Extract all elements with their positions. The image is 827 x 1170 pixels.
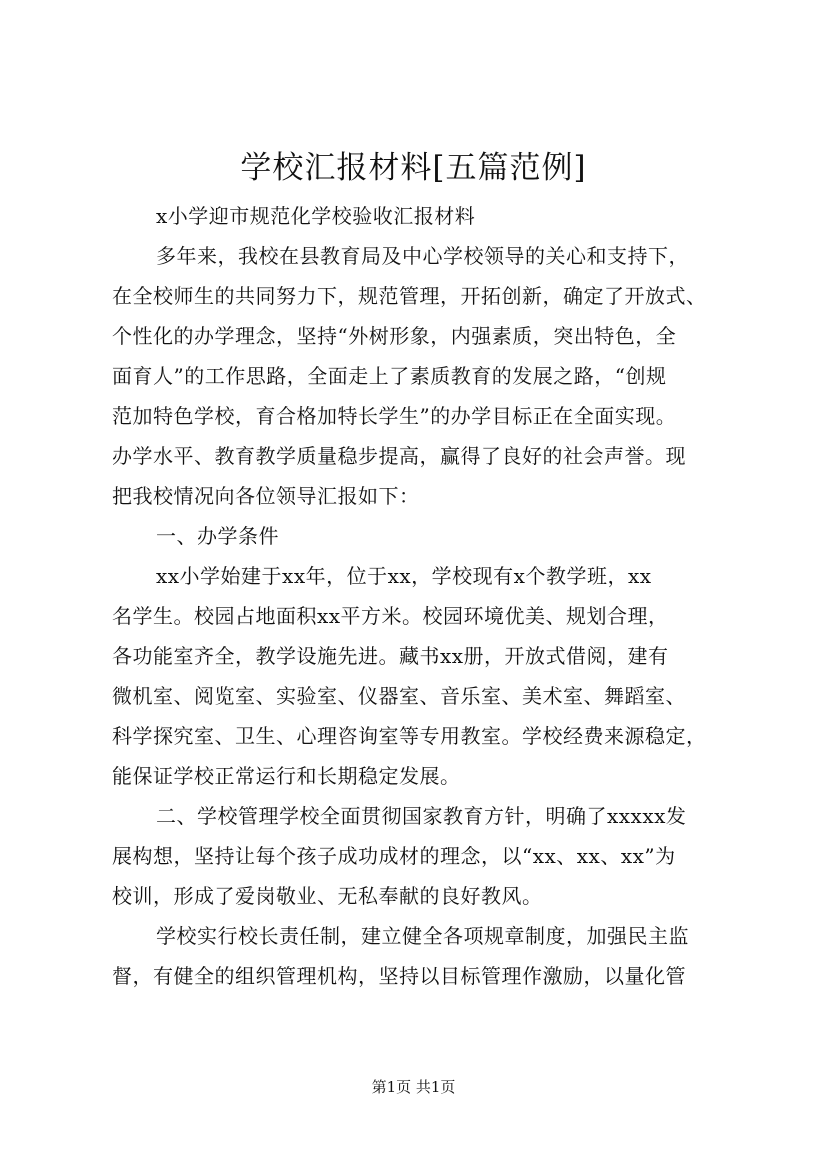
paragraph-line: 能保证学校正常运行和长期稳定发展。	[112, 764, 461, 788]
paragraph-line: 督，有健全的组织管理机构，坚持以目标管理作激励，以量化管	[112, 964, 686, 988]
paragraph-line: 科学探究室、卫生、心理咨询室等专用教室。学校经费来源稳定，	[112, 724, 707, 748]
paragraph-line: 多年来，我校在县教育局及中心学校领导的关心和支持下，	[156, 244, 689, 268]
document-body	[112, 196, 732, 996]
paragraph-line: 微机室、阅览室、实验室、仪器室、音乐室、美术室、舞蹈室、	[112, 684, 686, 708]
paragraph-line: 个性化的办学理念，坚持“外树形象，内强素质，突出特色，全	[112, 324, 677, 348]
paragraph-line: 办学水平、教育教学质量稳步提高，赢得了良好的社会声誉。现	[112, 444, 686, 468]
page-number-footer: 第1页 共1页	[371, 1078, 456, 1096]
paragraph-line: 展构想，坚持让每个孩子成功成材的理念，以“xx、xx、xx”为	[112, 844, 676, 868]
paragraph-line: 范加特色学校，育合格加特长学生”的办学目标正在全面实现。	[112, 404, 677, 428]
section-heading: 一、办学条件	[156, 524, 279, 548]
paragraph-line: 校训，形成了爱岗敬业、无私奉献的良好教风。	[112, 884, 543, 908]
paragraph-line: 各功能室齐全，教学设施先进。藏书xx册，开放式借阅，建有	[112, 644, 669, 668]
subtitle-line: x小学迎市规范化学校验收汇报材料	[156, 204, 476, 228]
paragraph-line: 在全校师生的共同努力下，规范管理，开拓创新，确定了开放式、	[112, 284, 707, 308]
paragraph-line: 把我校情况向各位领导汇报如下：	[112, 484, 420, 508]
paragraph-line: 面育人”的工作思路，全面走上了素质教育的发展之路，“创规	[112, 364, 667, 388]
paragraph-line: 名学生。校园占地面积xx平方米。校园环境优美、规划合理，	[112, 604, 669, 628]
paragraph-line: xx小学始建于xx年，位于xx，学校现有x个教学班，xx	[156, 564, 652, 588]
section-heading-paragraph: 二、学校管理学校全面贯彻国家教育方针，明确了xxxxx发	[156, 804, 687, 828]
document-title: 学校汇报材料[五篇范例]	[240, 150, 587, 186]
paragraph-line: 学校实行校长责任制，建立健全各项规章制度，加强民主监	[156, 924, 689, 948]
